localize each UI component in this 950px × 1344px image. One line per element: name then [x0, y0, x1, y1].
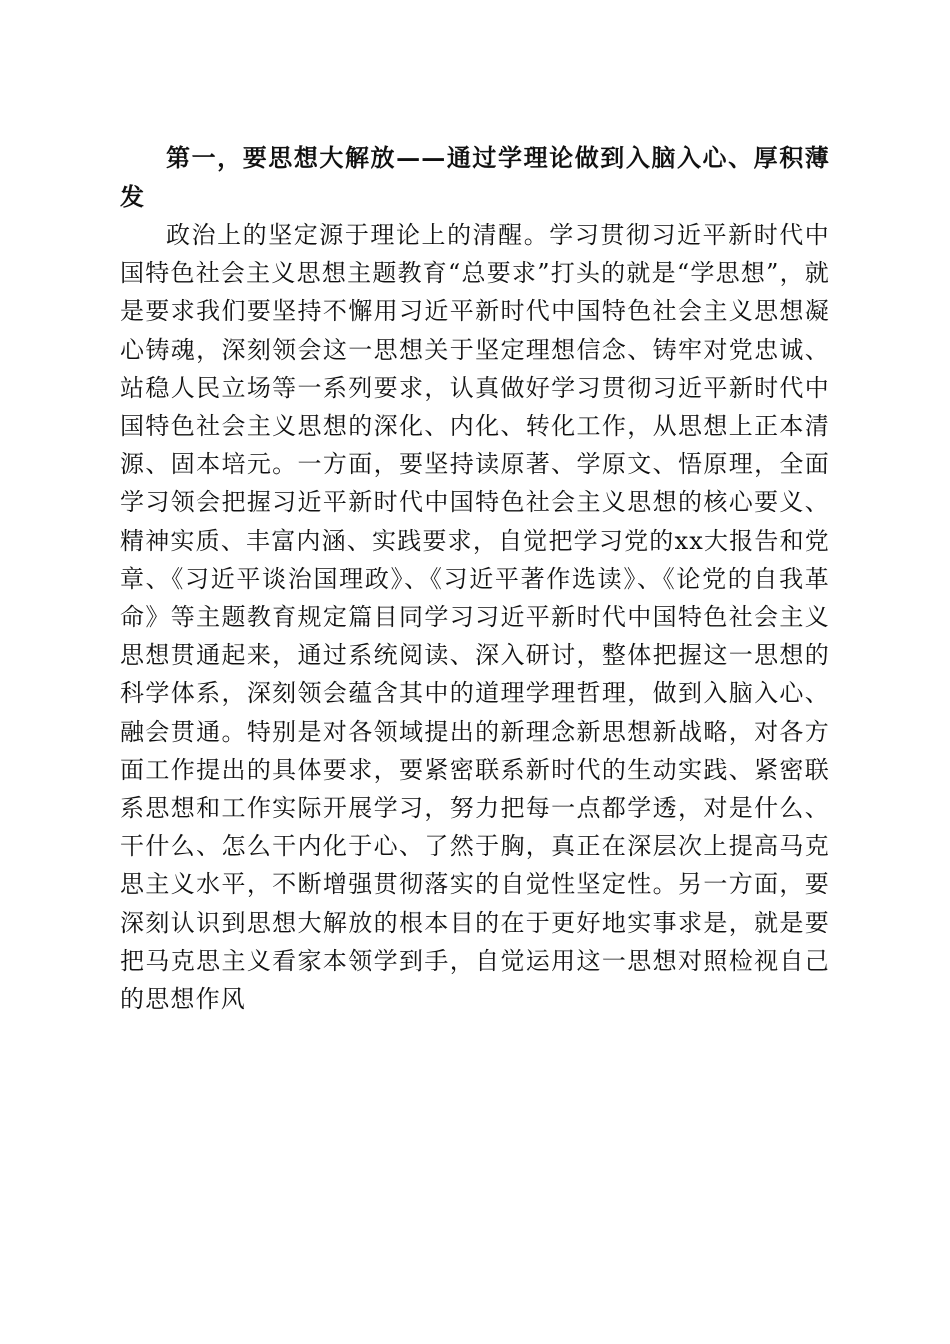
body-paragraph: 政治上的坚定源于理论上的清醒。学习贯彻习近平新时代中国特色社会主义思想主题教育“总要求”打头的就是“学思想”，就是要求我们要坚持不懈用习近平新时代中国特色社会主义思想凝心铸魂，深刻领会这一思想关于坚定理想信念、铸牢对党忠诚、站稳人民立场等一系列要求，认真做好学习贯彻习近平新时代中国特色社会主义思想的深化、内化、转化工作，从思想上正本清源、固本培元。一方面，要坚持读原著、学原文、悟原理，全面学习领会把握习近平新时代中国特色社会主义思想的核心要义、精神实质、丰富内涵、实践要求，自觉把学习党的xx大报告和党章、《习近平谈治国理政》、《习近平著作选读》、《论党的自我革命》等主题教育规定篇目同学习习近平新时代中国特色社会主义思想贯通起来，通过系统阅读、深入研讨，整体把握这一思想的科学体系，深刻领会蕴含其中的道理学理哲理，做到入脑入心、融会贯通。特别是对各领域提出的新理念新思想新战略，对各方面工作提出的具体要求，要紧密联系新时代的生动实践、紧密联系思想和工作实际开展学习，努力把每一点都学透，对是什么、干什么、怎么干内化于心、了然于胸，真正在深层次上提高马克思主义水平，不断增强贯彻落实的自觉性坚定性。另一方面，要深刻认识到思想大解放的根本目的在于更好地实事求是，就是要把马克思主义看家本领学到手，自觉运用这一思想对照检视自己的思想作风 [120, 221, 830, 1014]
section-heading: 第一，要思想大解放——通过学理论做到入脑入心、厚积薄发 [120, 143, 830, 211]
document-body [120, 138, 830, 1018]
